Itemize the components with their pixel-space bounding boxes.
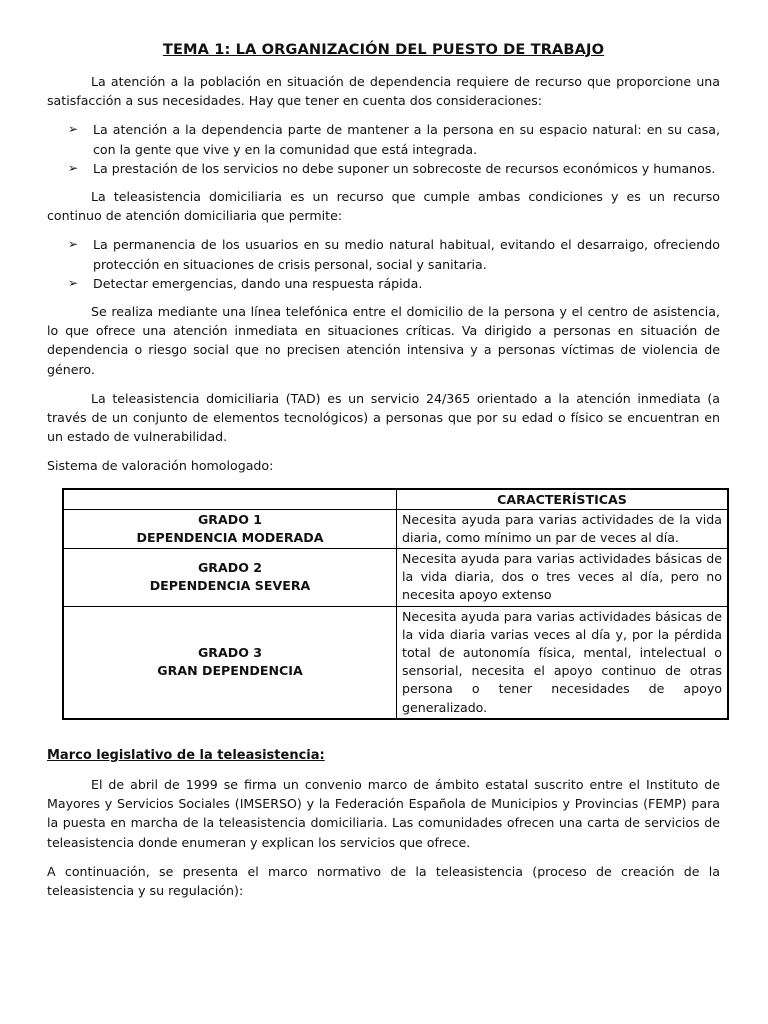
dependency-level: DEPENDENCIA MODERADA: [136, 529, 324, 545]
closing-paragraph: A continuación, se presenta el marco normativo de la teleasistencia (proceso de creación de la teleasistencia y su regulación):: [47, 863, 720, 898]
tad-paragraph: La teleasistencia domiciliaria (TAD) es un servicio 24/365 orientado a la atención inmediata (a través de un conjunto de elementos tecnológicos) a personas que por su edad o físico se encuentran en un estado de vulnerabilidad.: [47, 390, 720, 445]
document-page: [47, 40, 720, 910]
characteristics-cell: Necesita ayuda para varias actividades básicas de la vida diaria, dos o tres veces al día, pero no necesita apoyo extenso: [397, 549, 729, 607]
grade-label: GRADO 3: [197, 645, 263, 661]
table-header-row: [63, 489, 728, 510]
legal-heading: Marco legislativo de la teleasistencia:: [47, 747, 325, 763]
table-header-characteristics: CARACTERÍSTICAS: [397, 489, 729, 510]
characteristics-cell: Necesita ayuda para varias actividades de la vida diaria, como mínimo un par de veces al día.: [397, 509, 729, 548]
intro-paragraph: La atención a la población en situación de dependencia requiere de recurso que proporcione una satisfacción a sus necesidades. Hay que tener en cuenta dos consideraciones:: [47, 74, 720, 109]
dependency-level: GRAN DEPENDENCIA: [157, 663, 303, 679]
grade-label: GRADO 1: [197, 511, 263, 527]
list-item: ➢ La prestación de los servicios no debe suponer un sobrecoste de recursos económicos y humanos.: [47, 159, 720, 178]
dependency-table: [62, 488, 729, 720]
phone-line-paragraph: Se realiza mediante una línea telefónica entre el domicilio de la persona y el centro de asistencia, lo que ofrece una atención inmediata en situaciones críticas. Va dirigido a personas en situación de dependencia o riesgo social que no precisen atención intensiva y a personas víctimas de violencia de género.: [47, 304, 720, 377]
page-title: TEMA 1: LA ORGANIZACIÓN DEL PUESTO DE TRABAJO: [162, 41, 605, 58]
grade-cell: [63, 606, 397, 719]
dependency-level: DEPENDENCIA SEVERA: [149, 578, 311, 594]
permits-list: [47, 235, 720, 293]
arrow-bullet-icon: ➢: [68, 160, 79, 175]
list-item: ➢ Detectar emergencias, dando una respuesta rápida.: [47, 274, 720, 293]
grade-cell: [63, 509, 397, 548]
considerations-list: [47, 120, 720, 178]
arrow-bullet-icon: ➢: [68, 275, 79, 290]
table-row: [63, 509, 728, 548]
characteristics-cell: Necesita ayuda para varias actividades básicas de la vida diaria varias veces al día y, por la pérdida total de autonomía física, mental, intelectual o sensorial, necesita el apoyo continuo de otras persona o tener necesidades de apoyo generalizado.: [397, 606, 729, 719]
system-label: Sistema de valoración homologado:: [47, 458, 274, 474]
tad-intro-paragraph: La teleasistencia domiciliaria es un recurso que cumple ambas condiciones y es un recurso continuo de atención domiciliaria que permite:: [47, 189, 720, 224]
table-row: [63, 606, 728, 719]
legal-paragraph: El de abril de 1999 se firma un convenio marco de ámbito estatal suscrito entre el Instituto de Mayores y Servicios Sociales (IMSERSO) y la Federación Española de Municipios y Provincias (FEMP) para la puesta en marcha de la teleasistencia domiciliaria. Las comunidades ofrecen una carta de servicios de teleasistencia donde enumeran y explican los servicios que ofrece.: [47, 776, 720, 850]
grade-label: GRADO 2: [197, 560, 263, 576]
grade-cell: [63, 549, 397, 607]
arrow-bullet-icon: ➢: [68, 237, 79, 252]
table-header-empty: [63, 489, 397, 510]
arrow-bullet-icon: ➢: [68, 122, 79, 137]
list-item: ➢ La atención a la dependencia parte de mantener a la persona en su espacio natural: en su casa, con la gente que vive y en la comunidad que está integrada.: [68, 122, 720, 157]
list-item: ➢ La permanencia de los usuarios en su medio natural habitual, evitando el desarraigo, ofreciendo protección en situaciones de crisis personal, social y sanitaria.: [68, 237, 720, 272]
table-row: [63, 549, 728, 607]
